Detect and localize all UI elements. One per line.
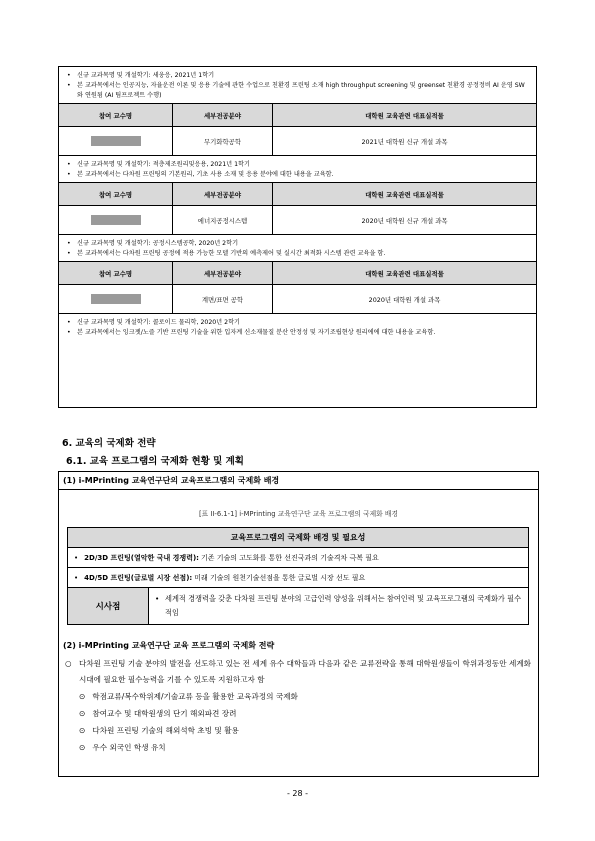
bullet-item: • 본 교과목에서는 잉크젯/노즐 기반 프린팅 기술을 위한 입자계 신소재물질 분산 안정성 및 자기조립현상 원리에에 대한 내용을 교육함. (67, 328, 528, 338)
header-field: 세부전공분야 (173, 183, 273, 205)
table-row (59, 127, 536, 156)
table-row (59, 206, 536, 235)
list-item: ⊙ 우수 외국인 학생 유치 (79, 739, 298, 756)
strategy-list (79, 688, 298, 756)
result-cell: 2021년 대학원 신규 개설 과목 (361, 137, 448, 146)
table-header (59, 103, 536, 127)
header-result: 대학원 교육관련 대표실적물 (365, 269, 444, 278)
background-row (68, 568, 528, 588)
header-professor: 참여 교수명 (59, 183, 173, 205)
table-header (59, 182, 536, 206)
bullet-item: • 본 교과목에서는 인공지능, 자율운전 이론 및 응용 기술에 관한 수업으로 친환경 프린팅 소재 high throughput screening 및 greenset 친환경 공정정비 AI 운영 SW와 연원됨 (AI 팀프로젝트 수행) (67, 81, 528, 101)
list-item: ⊙ 다차원 프린팅 기술의 해외석학 초빙 및 활용 (79, 722, 298, 739)
header-professor: 참여 교수명 (59, 104, 173, 126)
redacted-name-cell (59, 127, 173, 155)
implication-row (68, 588, 528, 624)
subsection-heading: 6.1. 교육 프로그램의 국제화 현황 및 계획 (66, 456, 244, 467)
page-number: - 28 - (286, 789, 309, 798)
result-cell: 2020년 대학원 신규 개설 과목 (361, 216, 448, 225)
header-result: 대학원 교육관련 대표실적물 (365, 111, 444, 120)
redacted-name-cell (59, 285, 173, 313)
redaction-block (91, 294, 141, 304)
course-bullets-2 (59, 156, 536, 182)
background-row (68, 548, 528, 568)
background-table-header: 교육프로그램의 국제화 배경 및 필요성 (68, 528, 528, 548)
strategy-title: (2) i-MPrinting 교육연구단 교육 프로그램의 국제화 전략 (63, 641, 275, 650)
row-text: 미래 기술의 원천기술선점을 통한 글로벌 시장 선도 필요 (194, 573, 366, 582)
header-professor: 참여 교수명 (59, 262, 173, 284)
bullet-item: • 신규 교과목명 및 개설학기: 세웅응, 2021년 1학기 (67, 71, 528, 81)
row-label: 4D/5D 프린팅(글로벌 시장 선점): (84, 573, 193, 582)
bullet-item: • 신규 교과목명 및 개설학기: 적층제조원리및응용, 2021년 1학기 (67, 160, 528, 170)
table-caption: [표 II-6.1-1] i-MPrinting 교육연구단 교육 프로그램의 국제화 배경 (198, 510, 398, 518)
strategy-paragraph (65, 656, 531, 688)
bullet-dot: • (74, 553, 79, 562)
redaction-block (91, 136, 141, 146)
header-result: 대학원 교육관련 대표실적물 (365, 190, 444, 199)
header-field: 세부전공분야 (173, 104, 273, 126)
list-item: ⊙ 학점교류/복수학위제/기술교류 등을 활용한 교육과정의 국제화 (79, 688, 298, 705)
paragraph-text: 다차원 프린팅 기술 분야의 발전을 선도하고 있는 전 세계 유수 대학들과 다음과 같은 교류전략을 통해 대학원생들이 학위과정동안 세계화 시대에 필요한 필수능력을 기를 수 있도록 지원하고자 함 (79, 659, 531, 684)
implication-label: 시사점 (68, 588, 149, 624)
result-cell: 2020년 대학원 개설 과목 (368, 295, 441, 304)
box-title: (1) i-MPrinting 교육연구단의 교육프로그램의 국제화 배경 (59, 472, 538, 490)
redacted-name-cell (59, 206, 173, 234)
row-text: 기존 기술의 고도화를 통한 선진국과의 기술격차 극복 필요 (200, 553, 379, 562)
course-bullets-4 (59, 314, 536, 340)
bullet-dot: • (74, 573, 79, 582)
header-field: 세부전공분야 (173, 262, 273, 284)
implication-text: • 세계적 경쟁력을 갖춘 다차원 프린팅 분야의 고급인력 양성을 위해서는 참여인력 및 교육프로그램의 국제화가 필수적임 (149, 588, 528, 624)
field-cell: 계면/표면 공학 (173, 285, 273, 313)
list-item: ⊙ 참여교수 및 대학원생의 단기 해외파견 장려 (79, 705, 298, 722)
background-table (67, 527, 529, 625)
table-row (59, 285, 536, 314)
row-label: 2D/3D 프린팅(열악한 국내 경쟁력): (84, 553, 199, 562)
bullet-item: • 신규 교과목명 및 개설학기: 공정시스템공학, 2020년 2학기 (67, 239, 528, 249)
field-cell: 무기화학공학 (173, 127, 273, 155)
bullet-item: • 본 교과목에서는 다차원 프린팅 공정에 적용 가능한 모델 기반의 예측제어 및 실시간 최적화 시스템 관련 교육을 함. (67, 249, 528, 259)
bullet-item: • 본 교과목에서는 다차원 프린팅의 기본원리, 기초 사용 소재 및 응용 분야에 대한 내용을 교육함. (67, 170, 528, 180)
circle-bullet-icon: ○ (65, 659, 72, 668)
field-cell: 에너지공정시스템 (173, 206, 273, 234)
course-bullets-3 (59, 235, 536, 261)
section-heading: 6. 교육의 국제화 전략 (62, 438, 156, 449)
course-bullets-1 (59, 67, 536, 103)
table-header (59, 261, 536, 285)
redaction-block (91, 215, 141, 225)
course-info-box (58, 66, 537, 408)
internationalization-box (58, 471, 539, 777)
bullet-item: • 신규 교과목명 및 개설학기: 콜로이드 물리학, 2020년 2학기 (67, 318, 528, 328)
